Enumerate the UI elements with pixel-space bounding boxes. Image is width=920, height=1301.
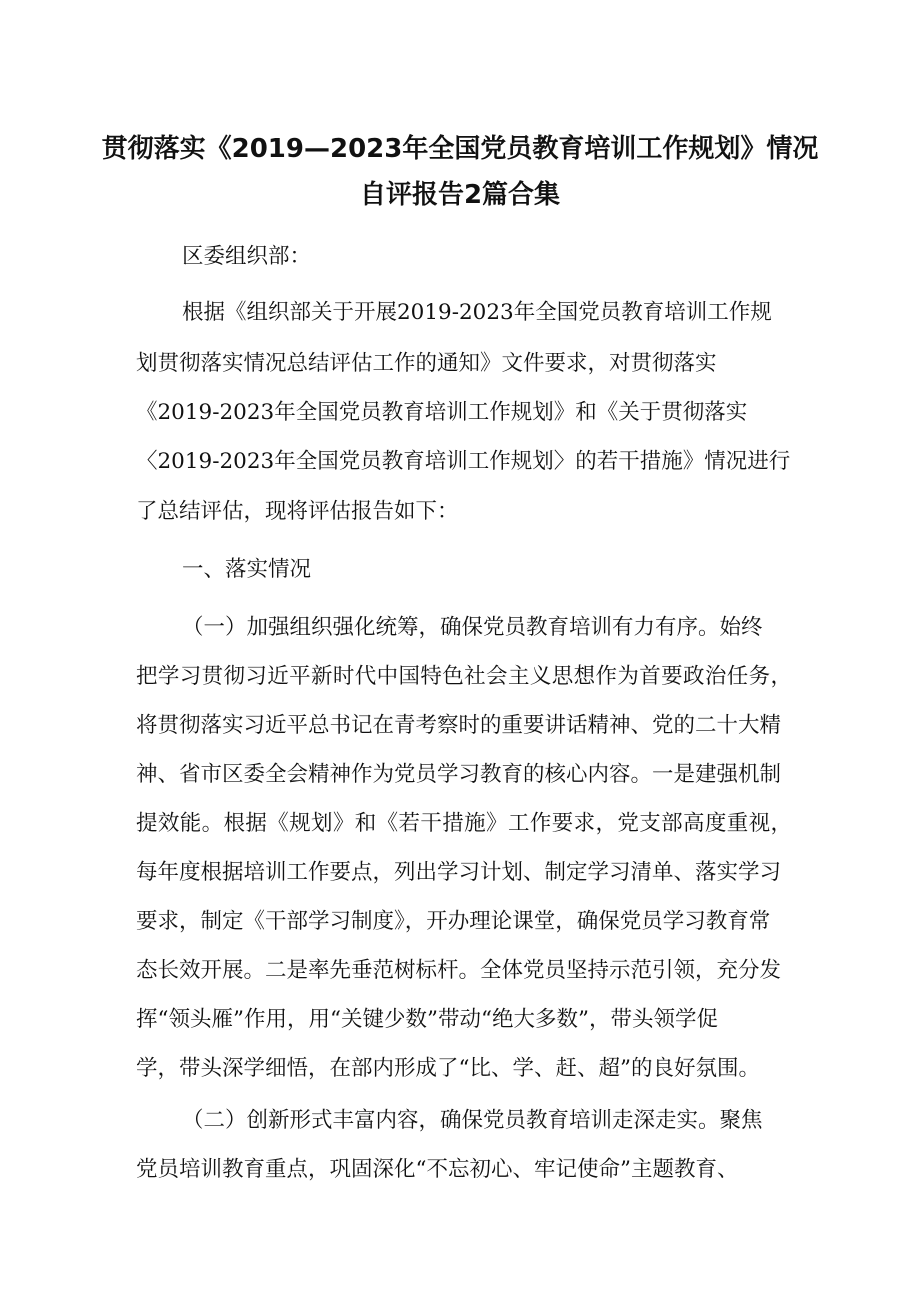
paragraph-line: 提效能。根据《规划》和《若干措施》工作要求，党支部高度重视， [136, 811, 792, 836]
salutation: 区委组织部： [182, 244, 312, 269]
paragraph-line: 态长效开展。二是率先垂范树标杆。全体党员坚持示范引领，充分发 [136, 958, 782, 983]
intro-line: 《2019-2023年全国党员教育培训工作规划》和《关于贯彻落实 [136, 400, 748, 425]
paragraph-line: 将贯彻落实习近平总书记在青考察时的重要讲话精神、党的二十大精 [136, 713, 782, 738]
paragraph-line: 要求，制定《干部学习制度》，开办理论课堂，确保党员学习教育常 [136, 909, 771, 934]
document-title-line-1: 贯彻落实《2019—2023年全国党员教育培训工作规划》情况 [101, 134, 819, 164]
paragraph-line: （一）加强组织强化统筹，确保党员教育培训有力有序。始终 [182, 615, 763, 640]
paragraph-line: （二）创新形式丰富内容，确保党员教育培训走深走实。聚焦 [182, 1108, 763, 1133]
paragraph-line: 每年度根据培训工作要点，列出学习计划、制定学习清单、落实学习 [136, 860, 782, 885]
paragraph-line: 党员培训教育重点，巩固深化“不忘初心、牢记使命”主题教育、 [136, 1157, 739, 1182]
document-title-line-2: 自评报告2篇合集 [359, 180, 561, 210]
intro-line: 划贯彻落实情况总结评估工作的通知》文件要求，对贯彻落实 [136, 351, 717, 376]
paragraph-line: 学，带头深学细悟，在部内形成了“比、学、赶、超”的良好氛围。 [136, 1056, 760, 1081]
section-heading: 一、落实情况 [182, 557, 312, 582]
intro-line: 了总结评估，现将评估报告如下： [136, 499, 459, 524]
paragraph-line: 把学习贯彻习近平新时代中国特色社会主义思想作为首要政治任务， [136, 664, 792, 689]
intro-line: 〈2019-2023年全国党员教育培训工作规划〉的若干措施》情况进行 [136, 449, 791, 474]
intro-line: 根据《组织部关于开展2019-2023年全国党员教育培训工作规 [182, 300, 772, 325]
paragraph-line: 挥“领头雁”作用，用“关键少数”带动“绝大多数”，带头领学促 [136, 1007, 718, 1032]
paragraph-line: 神、省市区委全会精神作为党员学习教育的核心内容。一是建强机制 [136, 762, 782, 787]
